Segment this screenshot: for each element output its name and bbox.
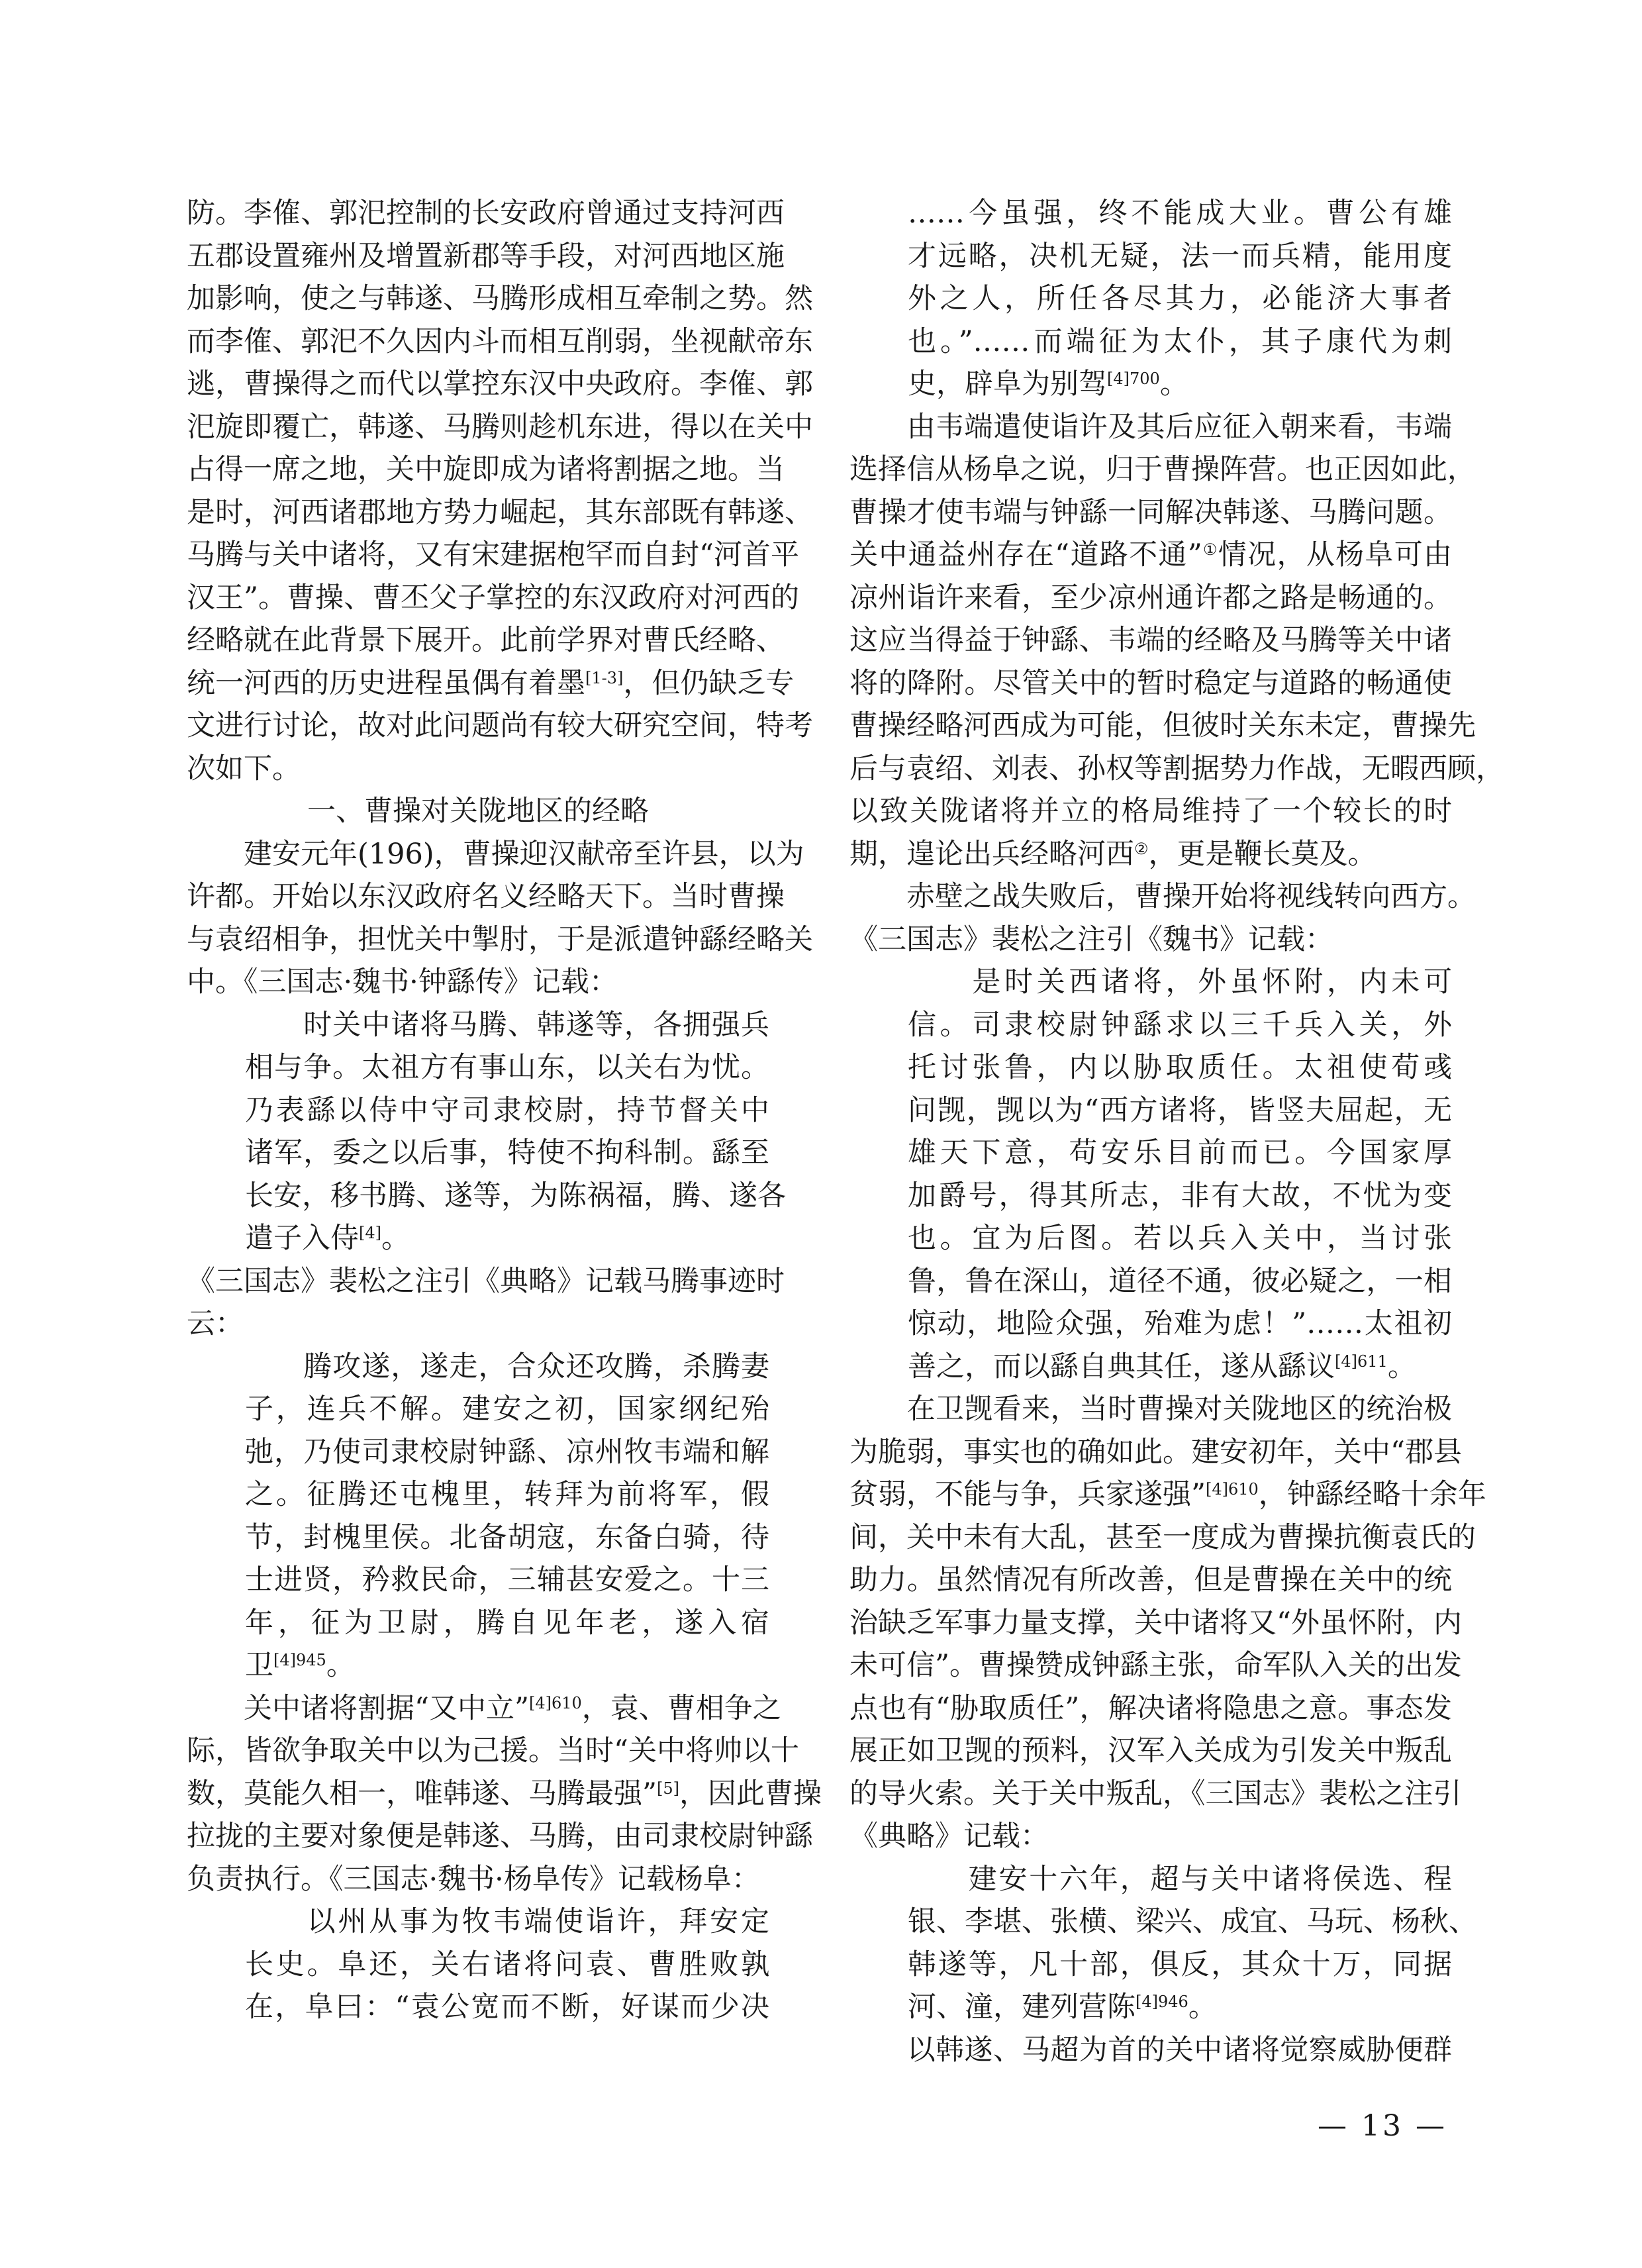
line-text: 这应当得益于钟繇、韦端的经略及马腾等关中诸 [849, 624, 1452, 657]
quote-line [849, 1217, 1452, 1260]
text-line [187, 875, 785, 918]
section-heading [187, 790, 769, 833]
text-line [849, 1730, 1452, 1773]
line-text: ……今虽强，终不能成大业。曹公有雄 [908, 197, 1452, 230]
line-text: 点也有“胁取质任”，解决诸将隐患之意。事态发 [849, 1691, 1452, 1725]
line-text: 汜旋即覆亡，韩遂、马腾则趁机东进，得以在关中 [187, 410, 813, 444]
line-text: 凉州诣许来看，至少凉州通许都之路是畅通的。 [849, 581, 1452, 615]
quote-line [849, 1004, 1452, 1047]
citation-superscript: ① [1202, 540, 1218, 559]
line-text: 建安元年(196)，曹操迎汉献帝至许县，以为 [187, 837, 804, 871]
line-text: 负责执行。《三国志·魏书·杨阜传》记载杨阜： [187, 1862, 760, 1896]
line-text: 韩遂等，凡十部，俱反，其众十万，同据 [908, 1948, 1452, 1981]
citation-superscript: [4]611 [1335, 1352, 1388, 1371]
text-line [187, 1773, 822, 1816]
text-line [849, 619, 1452, 662]
line-text: 节，封槐里侯。北备胡寇，东备白骑，待 [245, 1520, 769, 1554]
line-text: 的导火索。关于关中叛乱，《三国志》裴松之注引 [849, 1777, 1462, 1810]
citation-superscript: [5] [656, 1779, 679, 1798]
line-text: 经略就在此背景下展开。此前学界对曹氏经略、 [187, 624, 785, 657]
text-line [849, 577, 1452, 620]
quote-line [187, 1132, 769, 1175]
line-text: 汉王”。曹操、曹丕父子掌控的东汉政府对河西的 [187, 581, 799, 615]
quote-line [849, 363, 1452, 406]
line-text: 以州从事为牧韦端使诣许，拜安定 [245, 1905, 769, 1938]
line-text: 卫 [245, 1649, 273, 1682]
text-line [849, 1602, 1462, 1645]
text-line [187, 918, 813, 961]
text-line [849, 1388, 1452, 1431]
text-line [187, 1260, 785, 1303]
line-text: 关中通益州存在“道路不通” [849, 538, 1202, 571]
line-text: 腾攻遂，遂走，合众还攻腾，杀腾妻 [245, 1350, 769, 1383]
line-text-continuation: 。 [1159, 368, 1188, 401]
line-text: 关中诸将割据“又中立” [187, 1691, 529, 1725]
line-text: 选择信从杨阜之说，归于曹操阵营。也正因如此， [849, 453, 1476, 486]
quote-line [849, 1089, 1452, 1132]
quote-line [187, 1388, 769, 1431]
line-text: 雄天下意，苟安乐目前而已。今国家厚 [908, 1136, 1452, 1169]
text-line [187, 406, 813, 449]
line-text: 时关中诸将马腾、韩遂等，各拥强兵 [245, 1008, 769, 1042]
line-text: 弛，乃使司隶校尉钟繇、凉州牧韦端和解 [245, 1435, 769, 1469]
quote-line [187, 1900, 769, 1944]
text-line [187, 1687, 781, 1730]
line-text: 加爵号，得其所志，非有大故，不忧为变 [908, 1179, 1452, 1212]
line-text: 由韦端遣使诣许及其后应征入朝来看，韦端 [849, 410, 1452, 444]
quote-line [849, 1986, 1452, 2029]
line-text: 善之，而以繇自典其任，遂从繇议 [908, 1350, 1335, 1383]
line-text: 是时关西诸将，外虽怀附，内未可 [908, 965, 1452, 999]
text-line [187, 1858, 769, 1901]
line-text: 与袁绍相争，担忧关中掣肘，于是派遣钟繇经略关 [187, 922, 813, 956]
quote-line [187, 1046, 769, 1089]
quote-line [849, 1858, 1452, 1901]
quote-line [849, 1900, 1477, 1944]
text-line [849, 1431, 1462, 1474]
line-text: 惊动，地险众强，殆难为虑！”……太祖初 [908, 1307, 1452, 1340]
line-text-continuation: 。 [1387, 1350, 1416, 1383]
quote-line [849, 1132, 1452, 1175]
text-line [187, 192, 785, 235]
line-text: 鲁，鲁在深山，道径不通，彼必疑之，一相 [908, 1264, 1452, 1298]
line-text: 相与争。太祖方有事山东，以关右为忧。 [245, 1051, 769, 1084]
quote-line [849, 277, 1452, 320]
line-text: 文进行讨论，故对此问题尚有较大研究空间，特考 [187, 709, 813, 742]
quote-line [849, 1346, 1452, 1389]
line-text-continuation: ，因此曹操 [679, 1777, 822, 1810]
line-text: 五郡设置雍州及增置新郡等手段，对河西地区施 [187, 239, 785, 273]
text-line [849, 1644, 1462, 1687]
text-line [187, 1730, 799, 1773]
quote-line [187, 1004, 769, 1047]
quote-line [849, 1944, 1452, 1987]
line-text: 一、曹操对关陇地区的经略 [307, 795, 649, 828]
quote-line [849, 961, 1452, 1004]
line-text: 次如下。 [187, 752, 301, 785]
line-text: 史，辟阜为别驾 [908, 368, 1107, 401]
line-text: 子，连兵不解。建安之初，国家纲纪殆 [245, 1393, 769, 1426]
line-text: 而李傕、郭汜不久因内斗而相互削弱，坐视献帝东 [187, 324, 813, 358]
citation-superscript: [4]610 [528, 1693, 582, 1712]
text-line [849, 1516, 1476, 1559]
text-line [849, 875, 1476, 918]
text-line [849, 833, 1452, 876]
text-line [849, 1559, 1452, 1602]
line-text: 以韩遂、马超为首的关中诸将觉察威胁便群 [849, 2033, 1452, 2067]
text-line [187, 833, 804, 876]
text-line [187, 961, 769, 1004]
line-text: 在，阜曰：“袁公宽而不断，好谋而少决 [245, 1991, 769, 2024]
line-text: 占得一席之地，关中旋即成为诸将割据之地。当 [187, 453, 785, 486]
text-line [849, 918, 1452, 961]
quote-line [187, 1089, 769, 1132]
line-text: 银、李堪、张横、梁兴、成宜、马玩、杨秋、 [908, 1905, 1477, 1938]
text-line [849, 748, 1504, 791]
text-line [187, 662, 795, 705]
line-text: 为脆弱，事实也的确如此。建安初年，关中“郡县 [849, 1435, 1462, 1469]
line-text: 贫弱，不能与争，兵家遂强” [849, 1478, 1206, 1511]
text-line [187, 577, 799, 620]
line-text: 以致关陇诸将并立的格局维持了一个较长的时 [849, 795, 1452, 828]
line-text: 托讨张鲁，内以胁取质任。太祖使荀彧 [908, 1051, 1452, 1084]
text-line [849, 705, 1476, 748]
citation-superscript: [4]946 [1135, 1993, 1188, 2011]
line-text: 曹操才使韦端与钟繇一同解决韩遂、马腾问题。 [849, 495, 1452, 529]
text-line [849, 2029, 1452, 2072]
line-text: 河、潼，建列营陈 [908, 1991, 1135, 2024]
text-line [849, 1473, 1486, 1516]
line-text-continuation: 情况，从杨阜可由 [1218, 538, 1453, 571]
line-text-continuation: ，更是鞭长莫及。 [1148, 837, 1376, 871]
text-line [187, 235, 785, 278]
line-text: 展正如卫觊的预料，汉军入关成为引发关中叛乱 [849, 1734, 1452, 1767]
line-text: 乃表繇以侍中守司隶校尉，持节督关中 [245, 1093, 769, 1127]
text-line [849, 662, 1452, 705]
text-line [849, 491, 1452, 534]
line-text: 未可信”。曹操赞成钟繇主张，命军队入关的出发 [849, 1649, 1462, 1682]
line-text: 问觊，觊以为“西方诸将，皆竖夫屈起，无 [908, 1093, 1452, 1127]
citation-superscript: [4]700 [1107, 370, 1160, 388]
line-text: 遣子入侍 [245, 1222, 359, 1255]
text-line [187, 1303, 769, 1346]
line-text: 统一河西的历史进程虽偶有着墨 [187, 666, 585, 700]
text-line [187, 534, 799, 577]
line-text-continuation: ，袁、曹相争之 [581, 1691, 781, 1725]
quote-line [187, 1217, 769, 1260]
line-text: 也。宜为后图。若以兵入关中，当讨张 [908, 1222, 1452, 1255]
line-text-continuation: 。 [326, 1649, 355, 1682]
line-text: 中。《三国志·魏书·钟繇传》记载： [187, 965, 618, 999]
quote-line [187, 1602, 769, 1645]
quote-line [849, 1175, 1452, 1218]
text-line [187, 1815, 813, 1858]
line-text: 数，莫能久相一，唯韩遂、马腾最强” [187, 1777, 657, 1810]
line-text: 之。征腾还屯槐里，转拜为前将军，假 [245, 1478, 769, 1511]
line-text: 士进贤，矜救民命，三辅甚安爱之。十三 [245, 1563, 769, 1597]
line-text: 外之人，所任各尽其力，必能济大事者 [908, 282, 1452, 315]
citation-superscript: ② [1134, 839, 1149, 858]
line-text: 后与袁绍、刘表、孙权等割据势力作战，无暇西顾， [849, 752, 1504, 785]
quote-line [187, 1516, 769, 1559]
quote-line [187, 1346, 769, 1389]
quote-line [187, 1473, 769, 1516]
line-text: 际，皆欲争取关中以为己援。当时“关中将帅以十 [187, 1734, 799, 1767]
quote-line [849, 192, 1452, 235]
quote-line [187, 1559, 769, 1602]
text-line [849, 406, 1452, 449]
line-text: 建安十六年，超与关中诸将侯选、程 [908, 1862, 1452, 1896]
line-text: 在卫觊看来，当时曹操对关陇地区的统治极 [849, 1393, 1452, 1426]
line-text-continuation: ，但仍缺乏专 [623, 666, 795, 700]
text-line [849, 1687, 1452, 1730]
quote-line [187, 1644, 769, 1687]
line-text: 诸军，委之以后事，特使不拘科制。繇至 [245, 1136, 769, 1169]
right-column [849, 192, 1504, 2071]
line-text: 是时，河西诸郡地方势力崛起，其东部既有韩遂、 [187, 495, 813, 529]
text-line [187, 619, 785, 662]
line-text: 才远略，决机无疑，法一而兵精，能用度 [908, 239, 1452, 273]
line-text: 间，关中未有大乱，甚至一度成为曹操抗衡袁氏的 [849, 1520, 1476, 1554]
text-line [187, 363, 813, 406]
quote-line [187, 1986, 769, 2029]
quote-line [187, 1175, 786, 1218]
text-line [187, 748, 769, 791]
line-text: 《三国志》裴松之注引《魏书》记载： [849, 922, 1333, 956]
line-text-continuation: ，钟繇经略十余年 [1258, 1478, 1486, 1511]
line-text: 助力。虽然情况有所改善，但是曹操在关中的统 [849, 1563, 1452, 1597]
text-line [187, 705, 813, 748]
line-text: 加影响，使之与韩遂、马腾形成相互牵制之势。然 [187, 282, 813, 315]
citation-superscript: [4]945 [273, 1651, 326, 1669]
quote-line [849, 1046, 1452, 1089]
quote-line [849, 1260, 1452, 1303]
left-column [187, 192, 822, 2029]
text-line [849, 790, 1452, 833]
line-text: 将的降附。尽管关中的暂时稳定与道路的畅通使 [849, 666, 1452, 700]
line-text: 也。”……而端征为太仆，其子康代为刺 [908, 324, 1452, 358]
citation-superscript: [1-3] [585, 668, 624, 687]
quote-line [849, 1303, 1452, 1346]
quote-line [187, 1944, 769, 1987]
quote-line [849, 320, 1452, 364]
text-line [187, 448, 785, 491]
line-text: 《三国志》裴松之注引《典略》记载马腾事迹时 [187, 1264, 785, 1298]
line-text: 长安，移书腾、遂等，为陈祸福，腾、遂各 [245, 1179, 786, 1212]
line-text: 马腾与关中诸将，又有宋建据枹罕而自封“河首平 [187, 538, 799, 571]
text-line [187, 491, 813, 534]
text-line [849, 534, 1452, 577]
line-text: 许都。开始以东汉政府名义经略天下。当时曹操 [187, 880, 785, 913]
line-text: 云： [187, 1307, 244, 1340]
citation-superscript: [4] [359, 1224, 381, 1242]
text-line [849, 1773, 1462, 1816]
page-number: — 13 — [1318, 2109, 1447, 2143]
quote-line [849, 235, 1452, 278]
line-text: 年，征为卫尉，腾自见年老，遂入宿 [245, 1606, 769, 1640]
line-text: 信。司隶校尉钟繇求以三千兵入关，外 [908, 1008, 1452, 1042]
text-line [187, 277, 813, 320]
line-text: 长史。阜还，关右诸将问袁、曹胜败孰 [245, 1948, 769, 1981]
line-text: 赤壁之战失败后，曹操开始将视线转向西方。 [849, 880, 1476, 913]
line-text: 防。李傕、郭汜控制的长安政府曾通过支持河西 [187, 197, 785, 230]
line-text: 治缺乏军事力量支撑，关中诸将又“外虽怀附，内 [849, 1606, 1462, 1640]
line-text: 《典略》记载： [849, 1820, 1049, 1853]
text-line [849, 1815, 1452, 1858]
citation-superscript: [4]610 [1205, 1480, 1259, 1499]
text-line [187, 320, 813, 364]
text-line [849, 448, 1476, 491]
line-text-continuation: 。 [381, 1222, 410, 1255]
line-text: 逃，曹操得之而代以掌控东汉中央政府。李傕、郭 [187, 368, 813, 401]
quote-line [187, 1431, 769, 1474]
line-text: 拉拢的主要对象便是韩遂、马腾，由司隶校尉钟繇 [187, 1820, 813, 1853]
line-text-continuation: 。 [1188, 1991, 1217, 2024]
line-text: 期，遑论出兵经略河西 [849, 837, 1134, 871]
line-text: 曹操经略河西成为可能，但彼时关东未定，曹操先 [849, 709, 1476, 742]
